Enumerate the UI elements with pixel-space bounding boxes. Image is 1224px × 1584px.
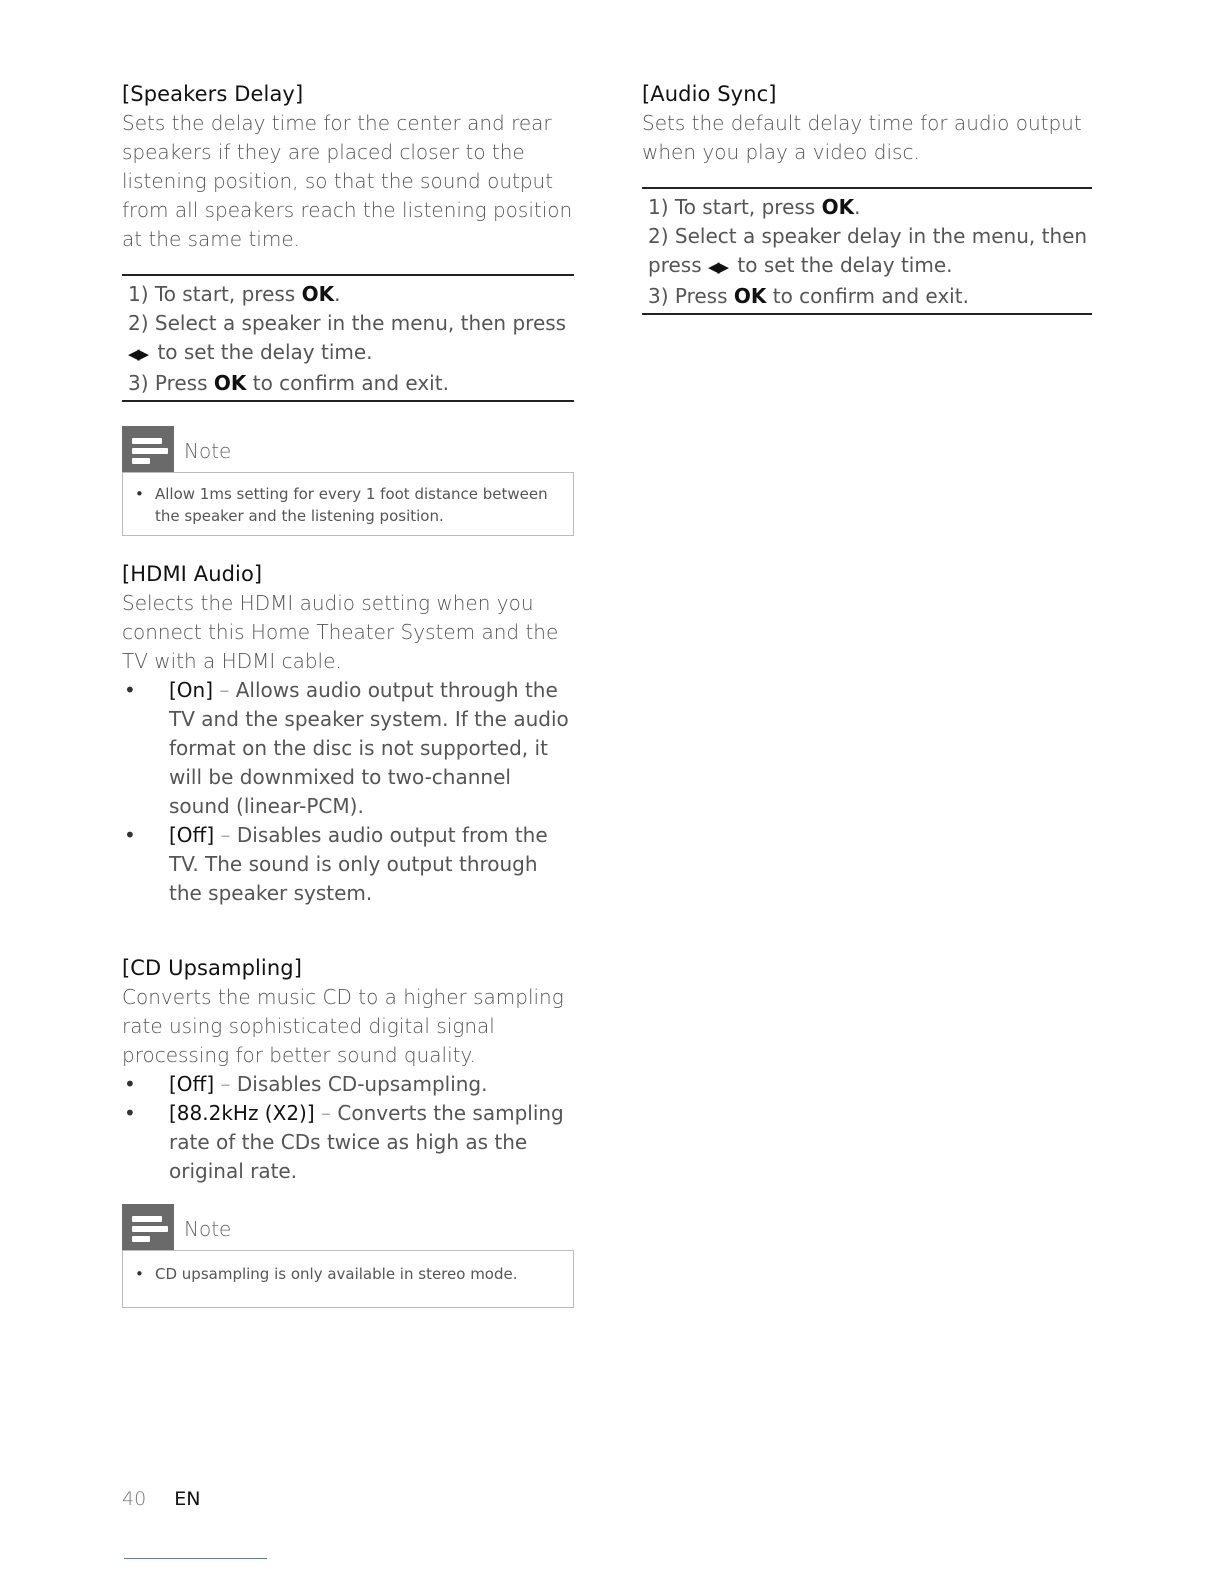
note-box — [122, 1250, 574, 1308]
bottom-rule — [124, 1558, 267, 1559]
option-off: • [Off] – Disables audio output from the TV. The sound is only output through the speaker system. — [124, 823, 548, 905]
note-item: • CD upsampling is only available in stereo mode. — [135, 1265, 518, 1283]
cd-upsampling-section — [122, 954, 574, 1308]
note-label: Note — [184, 1217, 232, 1241]
left-right-arrows-icon: ◀▶ — [707, 258, 728, 276]
note-header — [122, 426, 574, 472]
speakers-delay-note — [122, 426, 574, 536]
speakers-delay-section — [122, 80, 574, 536]
hdmi-audio-options — [122, 676, 574, 908]
step-1: 1) To start, press OK. — [648, 195, 861, 219]
hdmi-audio-title: [HDMI Audio] — [122, 562, 263, 586]
left-right-arrows-icon: ◀▶ — [128, 345, 148, 363]
ok-key: OK — [821, 195, 855, 219]
cd-upsampling-description: Converts the music CD to a higher sampling rate using sophisticated digital signal processing for better sound quality. — [122, 985, 564, 1067]
step-2-cont: ◀▶ to set the delay time. — [128, 340, 373, 364]
hdmi-audio-section — [122, 560, 574, 908]
hdmi-audio-description: Selects the HDMI audio setting when you connect this Home Theater System and the TV with a HDMI cable. — [122, 591, 559, 673]
cd-upsampling-title: [CD Upsampling] — [122, 956, 302, 980]
speakers-delay-steps — [122, 274, 574, 402]
ok-key: OK — [733, 284, 767, 308]
cd-upsampling-note — [122, 1204, 574, 1308]
language-code: EN — [174, 1488, 201, 1510]
note-icon — [122, 1204, 174, 1250]
page-number: 40 — [122, 1488, 147, 1510]
step-3: 3) Press OK to confirm and exit. — [128, 371, 449, 395]
note-box — [122, 472, 574, 536]
note-label: Note — [184, 439, 232, 463]
speakers-delay-title: [Speakers Delay] — [122, 82, 304, 106]
step-2: 2) Select a speaker delay in the menu, then — [648, 224, 1088, 248]
ok-key: OK — [301, 282, 335, 306]
option-88khz: • [88.2kHz (X2)] – Converts the sampling rate of the CDs twice as high as the original rate. — [124, 1101, 564, 1183]
audio-sync-title: [Audio Sync] — [642, 82, 777, 106]
page-footer — [122, 1488, 200, 1510]
audio-sync-steps — [642, 187, 1092, 315]
step-1: 1) To start, press OK. — [128, 282, 341, 306]
right-column — [642, 80, 1092, 315]
option-on: • [On] – Allows audio output through the TV and the speaker system. If the audio format on the disc is not supported, it will be downmixed to two-channel sound (linear-PCM). — [124, 678, 569, 818]
note-header — [122, 1204, 574, 1250]
speakers-delay-description: Sets the delay time for the center and rear speakers if they are placed closer to the listening position, so that the sound output from all speakers reach the listening position at the same time. — [122, 111, 573, 251]
cd-upsampling-options — [122, 1070, 574, 1186]
step-2-cont: press ◀▶ to set the delay time. — [648, 253, 953, 277]
option-off: • [Off] – Disables CD-upsampling. — [124, 1072, 488, 1096]
note-icon — [122, 426, 174, 472]
left-column — [122, 80, 574, 1308]
ok-key: OK — [213, 371, 247, 395]
audio-sync-description: Sets the default delay time for audio output when you play a video disc. — [642, 111, 1082, 164]
step-3: 3) Press OK to confirm and exit. — [648, 284, 969, 308]
note-item: • Allow 1ms setting for every 1 foot distance between the speaker and the listening position. — [135, 485, 548, 525]
step-2: 2) Select a speaker in the menu, then press — [128, 311, 567, 335]
audio-sync-section — [642, 80, 1092, 315]
